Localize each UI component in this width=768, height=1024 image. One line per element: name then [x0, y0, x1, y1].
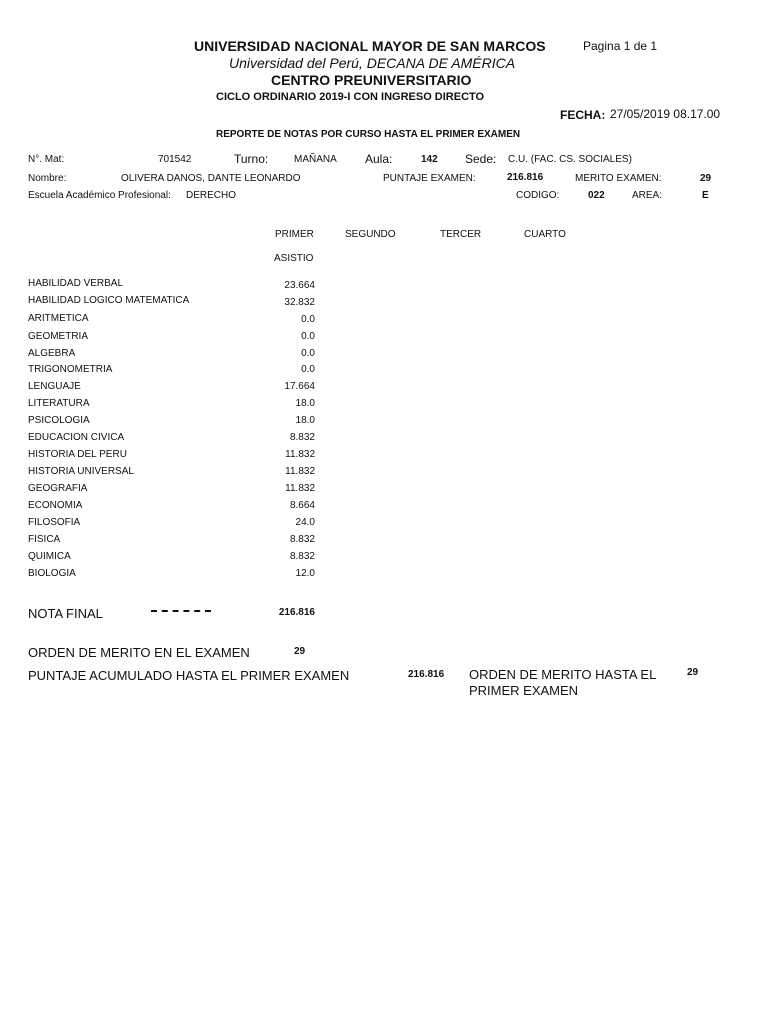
turno-value: MAÑANA: [294, 154, 337, 165]
orden-examen-label: ORDEN DE MERITO EN EL EXAMEN: [28, 645, 250, 660]
nota-final-value: 216.816: [278, 607, 315, 618]
course-score: 8.832: [289, 432, 315, 443]
course-name: FILOSOFIA: [28, 517, 81, 528]
aula-value: 142: [421, 154, 438, 165]
orden-hasta-value: 29: [687, 667, 699, 678]
column-primer: PRIMER: [275, 229, 314, 240]
merito-value: 29: [700, 173, 712, 184]
course-name: LITERATURA: [28, 398, 90, 409]
course-score: 0.0: [301, 364, 315, 375]
orden-hasta-label-line2: PRIMER EXAMEN: [469, 683, 579, 698]
course-name: BIOLOGIA: [28, 568, 76, 579]
course-name: ARITMETICA: [28, 313, 89, 324]
nota-final-label: NOTA FINAL: [28, 606, 103, 621]
course-score: 0.0: [301, 314, 315, 325]
course-name: HISTORIA DEL PERU: [28, 449, 127, 460]
course-score: 17.664: [284, 381, 315, 392]
puntaje-value: 216.816: [507, 172, 544, 183]
mat-value: 701542: [158, 154, 192, 165]
course-name: HABILIDAD VERBAL: [28, 278, 124, 289]
university-title: UNIVERSIDAD NACIONAL MAYOR DE SAN MARCOS: [194, 38, 546, 54]
dashed-separator: [151, 610, 211, 618]
course-score: 8.832: [289, 551, 315, 562]
column-tercer: TERCER: [440, 229, 482, 240]
course-score: 23.664: [284, 280, 315, 291]
course-score: 8.832: [289, 534, 315, 545]
nombre-value: OLIVERA DANOS, DANTE LEONARDO: [121, 173, 301, 184]
cycle-title: CICLO ORDINARIO 2019-I CON INGRESO DIRECTO: [216, 91, 485, 103]
course-score: 18.0: [295, 415, 315, 426]
course-name: TRIGONOMETRIA: [28, 364, 113, 375]
course-score: 11.832: [285, 449, 315, 460]
column-segundo: SEGUNDO: [345, 229, 396, 240]
fecha-label: FECHA:: [560, 108, 606, 122]
course-score: 12.0: [295, 568, 315, 579]
puntaje-label: PUNTAJE EXAMEN:: [383, 173, 476, 184]
course-name: GEOGRAFIA: [28, 483, 88, 494]
report-title: REPORTE DE NOTAS POR CURSO HASTA EL PRIMER EXAMEN: [216, 129, 521, 140]
course-name: FISICA: [28, 534, 61, 545]
page-indicator: Pagina 1 de 1: [583, 39, 658, 53]
sede-value: C.U. (FAC. CS. SOCIALES): [508, 154, 632, 165]
codigo-label: CODIGO:: [516, 190, 560, 201]
column-cuarto: CUARTO: [524, 229, 566, 240]
course-name: LENGUAJE: [28, 381, 81, 392]
orden-hasta-label-line1: ORDEN DE MERITO HASTA EL: [469, 667, 657, 682]
course-name: QUIMICA: [28, 551, 71, 562]
orden-examen-value: 29: [294, 646, 306, 657]
course-score: 11.832: [285, 466, 315, 477]
fecha-value: 27/05/2019 08.17.00: [610, 107, 721, 121]
course-score: 24.0: [295, 517, 315, 528]
university-subtitle: Universidad del Perú, DECANA DE AMÉRICA: [229, 55, 516, 71]
course-score: 11.832: [285, 483, 315, 494]
nombre-label: Nombre:: [28, 173, 67, 184]
merito-label: MERITO EXAMEN:: [575, 173, 662, 184]
turno-label: Turno:: [234, 152, 269, 166]
puntaje-acumulado-label: PUNTAJE ACUMULADO HASTA EL PRIMER EXAMEN: [28, 668, 350, 683]
course-score: 32.832: [284, 297, 315, 308]
course-name: HISTORIA UNIVERSAL: [28, 466, 134, 477]
course-score: 0.0: [301, 331, 315, 342]
sede-label: Sede:: [465, 152, 497, 166]
course-name: EDUCACION CIVICA: [28, 432, 125, 443]
escuela-label: Escuela Académico Profesional:: [28, 190, 171, 201]
mat-label: N°. Mat:: [28, 154, 65, 165]
area-value: E: [702, 190, 709, 201]
codigo-value: 022: [588, 190, 605, 201]
course-name: PSICOLOGIA: [28, 415, 90, 426]
course-score: 18.0: [295, 398, 315, 409]
course-name: GEOMETRIA: [28, 331, 89, 342]
course-name: HABILIDAD LOGICO MATEMATICA: [28, 295, 190, 306]
aula-label: Aula:: [365, 152, 393, 166]
area-label: AREA:: [632, 190, 663, 201]
course-score: 0.0: [301, 348, 315, 359]
column-asistio: ASISTIO: [274, 253, 314, 264]
escuela-value: DERECHO: [186, 190, 237, 201]
center-title: CENTRO PREUNIVERSITARIO: [271, 72, 472, 88]
course-name: ALGEBRA: [28, 348, 76, 359]
puntaje-acumulado-value: 216.816: [408, 669, 445, 680]
course-score: 8.664: [289, 500, 315, 511]
course-name: ECONOMIA: [28, 500, 83, 511]
